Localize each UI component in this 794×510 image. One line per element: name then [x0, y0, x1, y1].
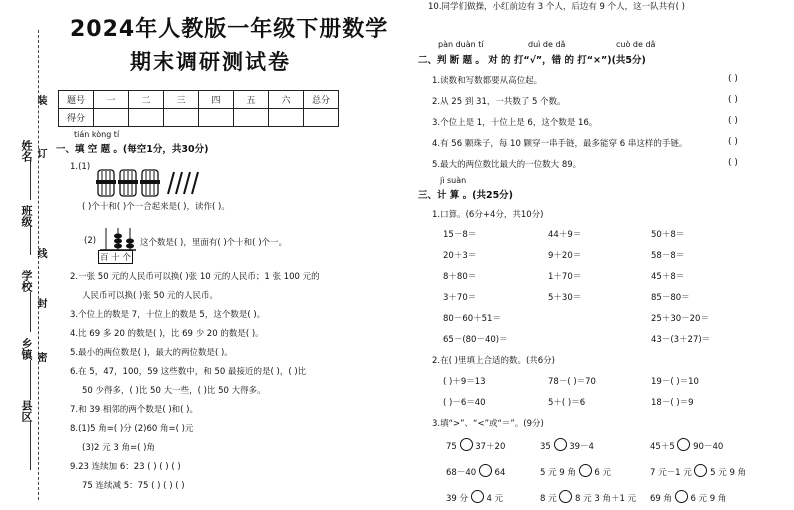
score-table-cell: 一: [94, 91, 129, 109]
score-table-cell: 六: [269, 91, 304, 109]
compare-circle[interactable]: [479, 464, 492, 477]
compare-left: 5 元 9 角: [540, 468, 576, 478]
score-table-cell: 题号: [59, 91, 94, 109]
compare-right: 4 元: [486, 494, 504, 504]
compare-left: 8 元: [540, 494, 557, 504]
score-table: [58, 90, 339, 127]
field-class-label: 班级: [20, 205, 33, 227]
fill-blank-item: 19－( )＝10: [651, 377, 699, 387]
field-school-line[interactable]: [30, 292, 31, 332]
mental-math-item: 8＋80＝: [443, 272, 477, 282]
q3: 3.个位上的数是 7，十位上的数是 5，这个数是( )。: [70, 310, 266, 320]
mental-math-item: 43－(3＋27)＝: [651, 335, 711, 345]
score-table-header-row: [59, 91, 339, 109]
q8-line1: 8.(1)5 角=( )分 (2)60 角=( )元: [70, 424, 194, 434]
part3-pinyin: jì suàn: [440, 176, 467, 185]
score-table-cell: 二: [129, 91, 164, 109]
compare-right: 6 元 9 角: [690, 494, 727, 504]
score-input-cell[interactable]: [234, 109, 269, 127]
score-input-cell[interactable]: [199, 109, 234, 127]
tf-item: 4.有 56 颗珠子，每 10 颗穿一串手链，最多能穿 6 串这样的手链。: [432, 139, 688, 149]
compare-circle[interactable]: [579, 464, 592, 477]
q1-line: ( )个十和( )个一合起来是( )，读作( )。: [82, 202, 230, 212]
page-title: 2024年人教版一年级下册数学: [70, 17, 389, 42]
mental-math-item: 5＋30＝: [548, 293, 582, 303]
mental-math-item: 3＋70＝: [443, 293, 477, 303]
mental-math-item: 45＋8＝: [651, 272, 685, 282]
tf-answer[interactable]: ( ): [728, 116, 738, 126]
q10: 10.同学们做操，小红前边有 3 个人，后边有 9 个人，这一队共有( ): [428, 2, 685, 12]
q1b-line: 这个数是( )，里面有( )个十和( )个一。: [140, 238, 288, 248]
part3-sub3: 3.填“>”、“<”或“＝”。(9分): [432, 419, 544, 429]
q2-line2: 人民币可以换( )张 50 元的人民币。: [82, 291, 219, 301]
compare-item: [446, 464, 505, 478]
part2-heading: 二、判 断 题 。 对 的 打“√”，错 的 打“×”)(共5分): [418, 55, 646, 66]
q1-label: 1.(1): [70, 162, 91, 172]
field-town-label: 乡镇: [20, 338, 33, 360]
compare-right: 37＋20: [475, 442, 506, 452]
compare-item: [650, 464, 746, 478]
q6-line2: 50 少得多，( )比 50 大一些，( )比 50 大得多。: [82, 386, 266, 396]
compare-item: [540, 438, 594, 452]
part1-heading: 一、填 空 题 。(每空1分，共30分): [56, 144, 209, 155]
compare-right: 6 元: [594, 468, 611, 478]
score-input-cell[interactable]: [164, 109, 199, 127]
score-table-cell: 三: [164, 91, 199, 109]
score-table-cell: 五: [234, 91, 269, 109]
single-stick-icon: [168, 172, 198, 194]
mental-math-item: 15－8＝: [443, 230, 477, 240]
compare-circle[interactable]: [460, 438, 473, 451]
compare-item: [650, 438, 723, 452]
score-input-cell[interactable]: [304, 109, 339, 127]
field-town-line[interactable]: [30, 360, 31, 400]
binding-mark: 订: [35, 148, 46, 158]
compare-circle[interactable]: [675, 490, 688, 503]
binding-mark: 密: [35, 352, 46, 362]
part2-pinyin-a: pàn duàn tí: [438, 40, 484, 49]
field-county-label: 县区: [20, 400, 33, 422]
binding-mark: 装: [35, 95, 46, 105]
fill-blank-item: ( )－6＝40: [443, 398, 486, 408]
compare-left: 75: [446, 442, 457, 452]
compare-item: [446, 490, 503, 504]
mental-math-item: 44＋9＝: [548, 230, 582, 240]
q6-line1: 6.在 5，47，100，59 这些数中，和 50 最接近的是( )，( )比: [70, 367, 307, 377]
compare-right: 90－40: [693, 442, 724, 452]
q8-line2: (3)2 元 3 角=( )角: [82, 443, 155, 453]
score-input-cell[interactable]: [269, 109, 304, 127]
compare-left: 39 分: [446, 494, 469, 504]
compare-right: 64: [494, 468, 506, 478]
fill-blank-item: ( )＋9＝13: [443, 377, 486, 387]
stick-bundle-icon: [140, 170, 160, 196]
compare-item: [446, 438, 505, 452]
q1b-prefix: (2): [84, 236, 97, 246]
field-name-line[interactable]: [30, 160, 31, 200]
tf-answer[interactable]: ( ): [728, 137, 738, 147]
mental-math-item: 1＋70＝: [548, 272, 582, 282]
score-row-label: 得分: [59, 109, 94, 127]
fill-blank-item: 5＋( )＝6: [548, 398, 586, 408]
score-table-cell: 四: [199, 91, 234, 109]
score-input-cell[interactable]: [129, 109, 164, 127]
part3-heading: 三、计 算 。(共25分): [418, 190, 514, 201]
tf-item: 1.读数和写数都要从高位起。: [432, 76, 543, 86]
mental-math-item: 85－80＝: [651, 293, 690, 303]
score-input-cell[interactable]: [94, 109, 129, 127]
part2-pinyin-c: cuò de dǎ: [616, 40, 656, 49]
bundled-sticks-illustration: [96, 168, 206, 198]
compare-item: [540, 464, 611, 478]
mental-math-item: 65－(80－40)＝: [443, 335, 508, 345]
compare-left: 35: [540, 442, 551, 452]
mental-math-item: 80－60＋51＝: [443, 314, 501, 324]
score-table-score-row: [59, 109, 339, 127]
part2-pinyin-b: duì de dǎ: [528, 40, 566, 49]
compare-circle[interactable]: [471, 490, 484, 503]
q2-line1: 2.一张 50 元的人民币可以换( )张 10 元的人民币；1 张 100 元的: [70, 272, 320, 282]
compare-item: [540, 490, 636, 504]
mental-math-item: 20＋3＝: [443, 251, 477, 261]
q4: 4.比 69 多 20 的数是( )，比 69 少 20 的数是( )。: [70, 329, 264, 339]
field-name-label: 姓名: [20, 140, 33, 162]
tf-answer[interactable]: ( ): [728, 158, 738, 168]
abacus-label: 百 十 个: [98, 250, 133, 264]
part3-sub1: 1.口算。(6分+4分，共10分): [432, 210, 544, 220]
binding-mark: 线: [35, 248, 46, 258]
tf-answer[interactable]: ( ): [728, 95, 738, 105]
part1-pinyin: tián kòng tí: [74, 130, 120, 139]
compare-left: 68－40: [446, 468, 477, 478]
tf-answer[interactable]: ( ): [728, 74, 738, 84]
stick-bundle-icon: [96, 170, 116, 196]
mental-math-item: 58－8＝: [651, 251, 685, 261]
compare-circle[interactable]: [559, 490, 572, 503]
q9-line2: 75 连续减 5：75 ( ) ( ) ( ): [82, 481, 185, 491]
compare-right: 8 元 3 角＋1 元: [575, 494, 637, 504]
compare-circle[interactable]: [677, 438, 690, 451]
page-subtitle: 期末调研测试卷: [130, 50, 291, 74]
mental-math-item: 9＋20＝: [548, 251, 582, 261]
mental-math-item: 25＋30－20＝: [651, 314, 709, 324]
score-table-cell: 总分: [304, 91, 339, 109]
fill-blank-item: 18－( )＝9: [651, 398, 694, 408]
stick-bundle-icon: [118, 170, 138, 196]
tf-item: 5.最大的两位数比最大的一位数大 89。: [432, 160, 582, 170]
binding-mark: 封: [35, 298, 46, 308]
compare-right: 39－4: [569, 442, 594, 452]
field-school-label: 学校: [20, 270, 33, 292]
field-class-line[interactable]: [30, 225, 31, 255]
tf-item: 3.个位上是 1，十位上是 6，这个数是 16。: [432, 118, 598, 128]
part3-sub2: 2.在( )里填上合适的数。(共6分): [432, 356, 555, 366]
binding-strip: [0, 0, 62, 510]
fill-blank-item: 78－( )＝70: [548, 377, 596, 387]
field-county-line[interactable]: [30, 420, 31, 470]
mental-math-item: 50＋8＝: [651, 230, 685, 240]
compare-circle[interactable]: [554, 438, 567, 451]
q9-line1: 9.23 连续加 6：23 ( ) ( ) ( ): [70, 462, 181, 472]
q7: 7.和 39 相邻的两个数是( )和( )。: [70, 405, 198, 415]
compare-circle[interactable]: [694, 464, 707, 477]
compare-left: 45＋5: [650, 442, 675, 452]
q5: 5.最小的两位数是( )，最大的两位数是( )。: [70, 348, 233, 358]
compare-left: 69 角: [650, 494, 673, 504]
compare-left: 7 元－1 元: [650, 468, 692, 478]
compare-right: 5 元 9 角: [710, 468, 747, 478]
compare-item: [650, 490, 726, 504]
tf-item: 2.从 25 到 31，一共数了 5 个数。: [432, 97, 566, 107]
